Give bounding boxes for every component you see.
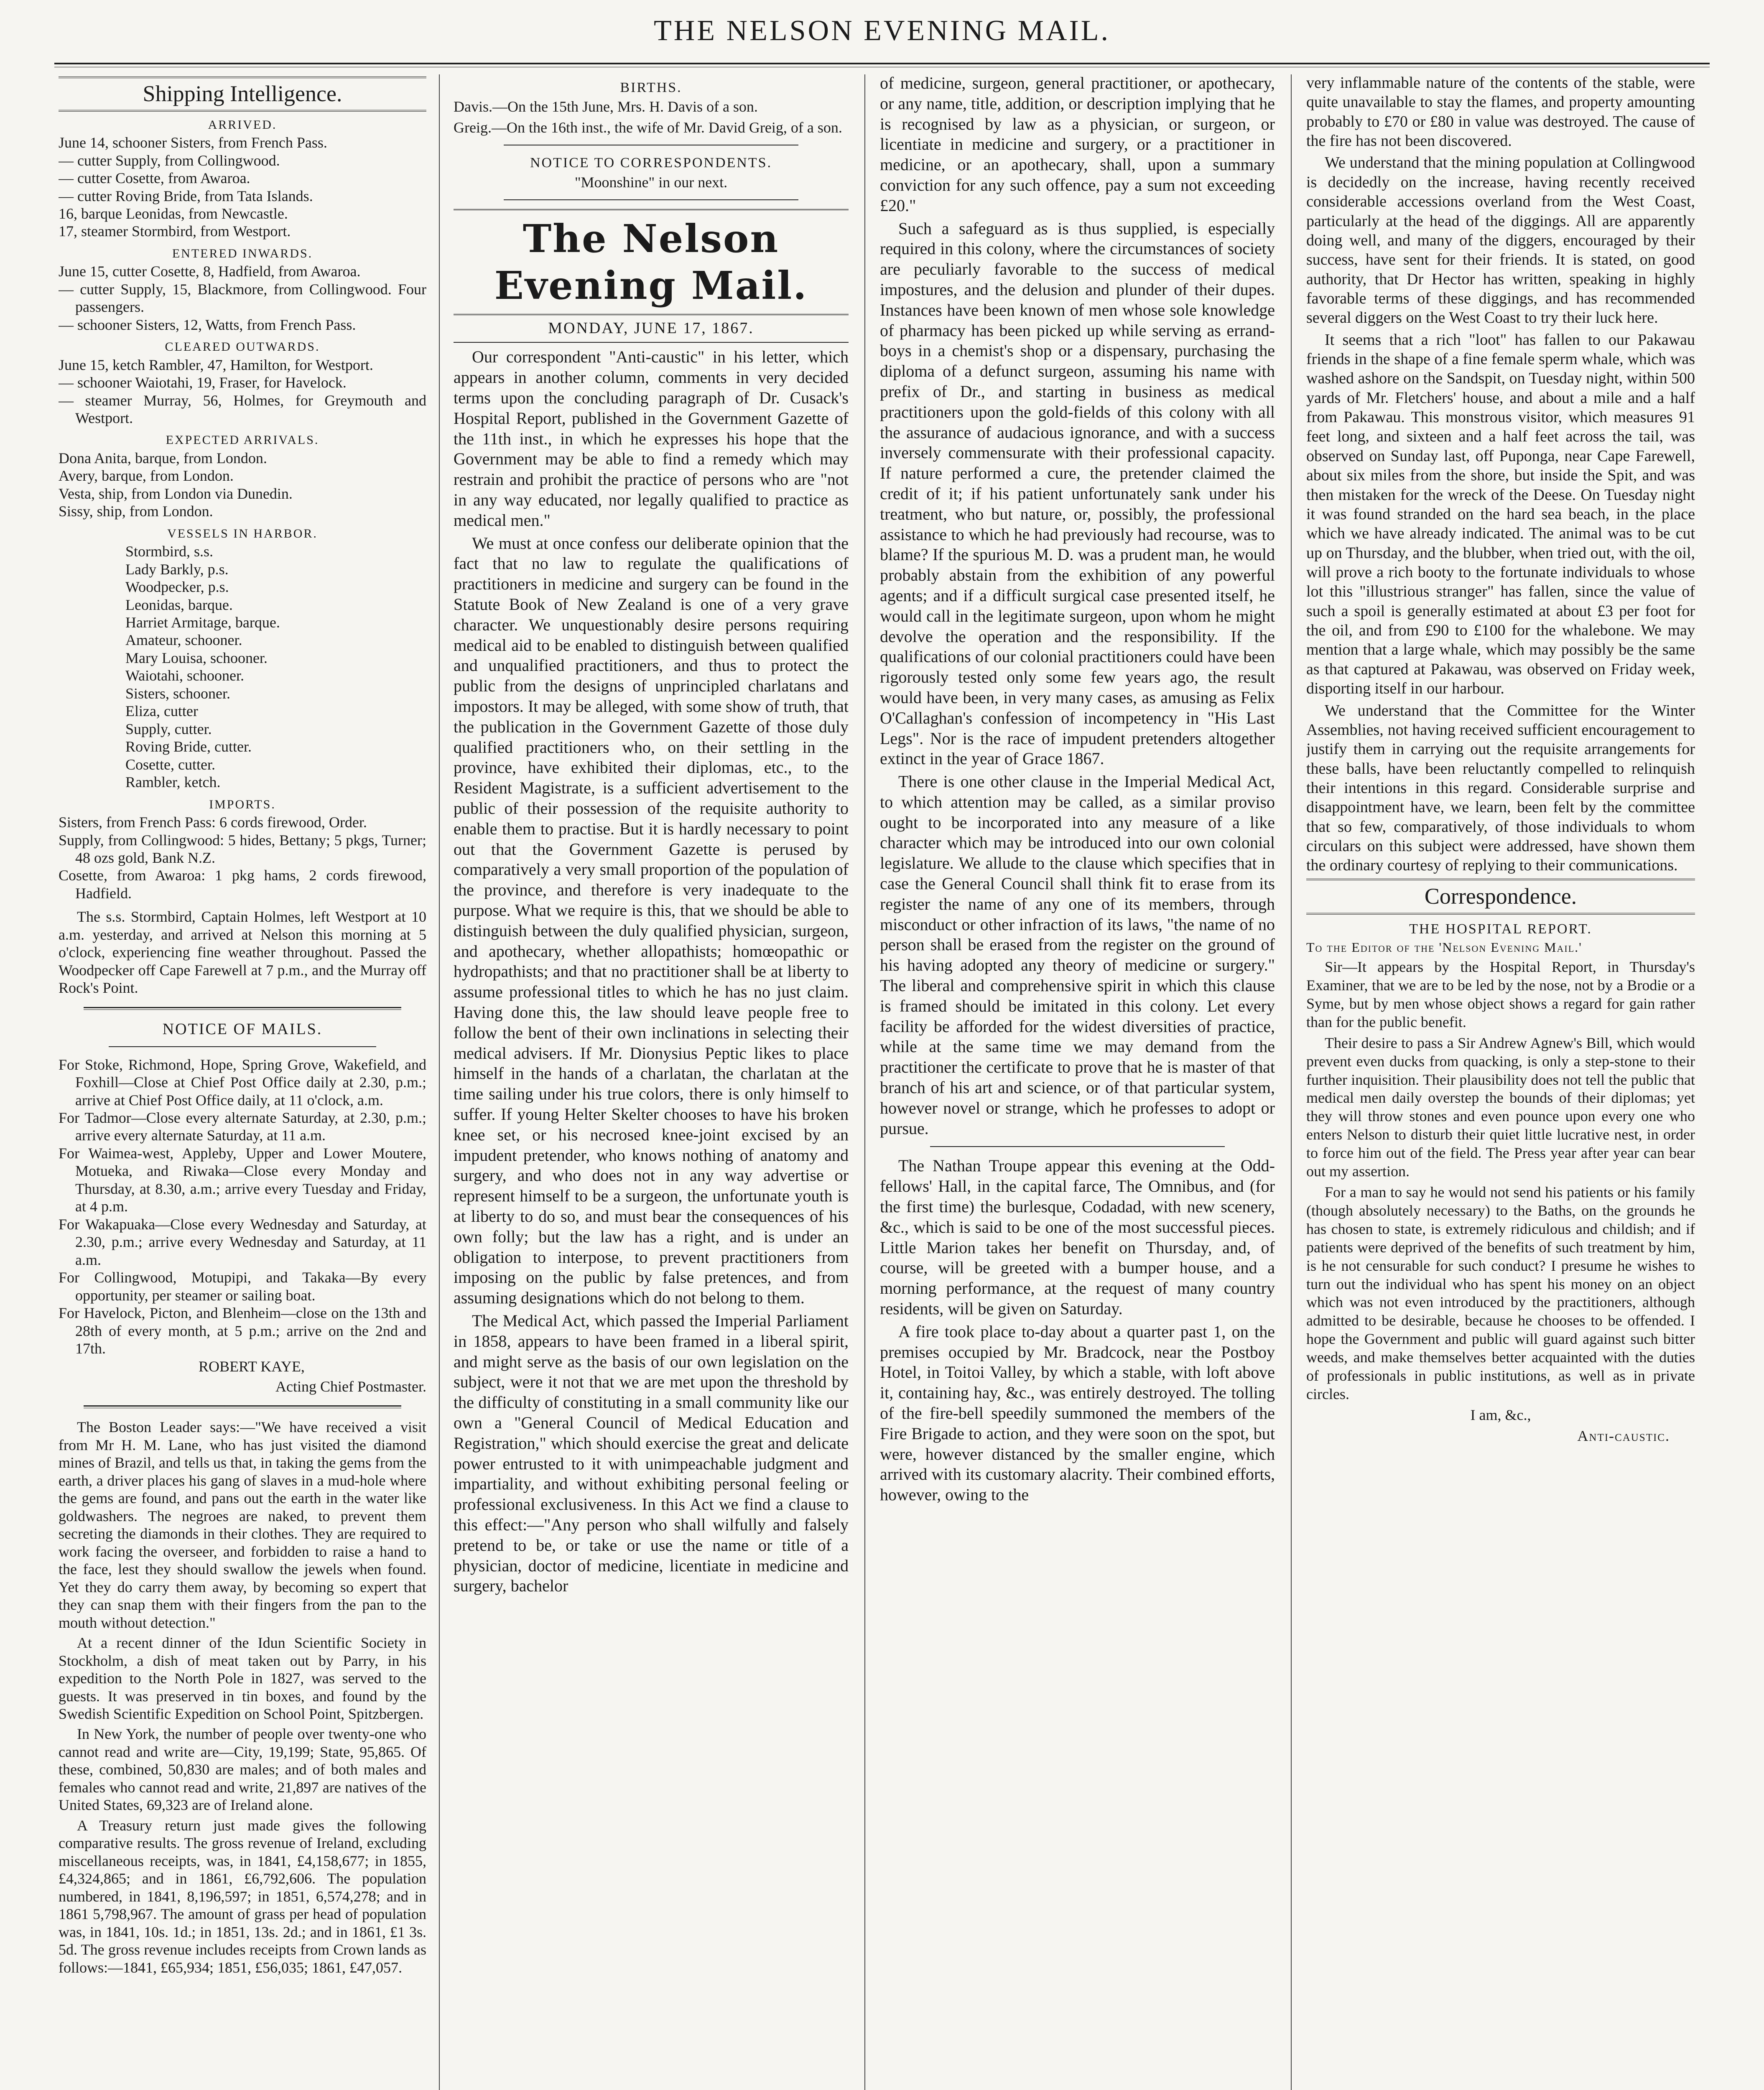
cleared-item: June 15, ketch Rambler, 47, Hamilton, for Westport. [59, 356, 373, 373]
mail-item: For Stoke, Richmond, Hope, Spring Grove, Wakefield, and Foxhill—Close at Chief Post Office daily at 2.30, p.m.; arrive at Chief Post Office daily, at 11 o'clock, a.m. [59, 1056, 426, 1109]
vessel-item: Rambler, ketch. [125, 774, 221, 791]
treasury-paragraph: A Treasury return just made gives the following comparative results. The gross revenue of Ireland, excluding miscellaneous receipts, was, in 1841, £4,158,677; in 1855, £4,324,865; and in 1861, £6,792,606. The population numbered, in 1841, 8,196,597; in 1851, 6,574,278; and in 1861 5,798,967. The amount of grass per head of population was, in 1841, 10s. 1d.; in 1851, 13s. 2d.; and in 1861, £1 3s. 5d. The gross revenue includes receipts from Crown lands as follows:—1841, £65,934; 1851, £56,035; 1861, £47,057. [59, 1817, 426, 1976]
stormbird-note: The s.s. Stormbird, Captain Holmes, left Westport at 10 a.m. yesterday, and arrived at Nelson this morning at 5 o'clock, experiencing fine weather throughout. Passed the Woodpecker off Cape Farewell at 7 p.m., and the Murray off Rock's Point. [59, 908, 426, 997]
birth-item: Greig.—On the 16th inst., the wife of Mr. David Greig, of a son. [454, 119, 842, 136]
column-2 [454, 73, 849, 2090]
entered-item: — schooner Sisters, 12, Watts, from French Pass. [59, 316, 356, 333]
section-divider [84, 1405, 401, 1408]
collingwood-paragraph: We understand that the mining population at Collingwood is decidedly on the increase, having recently received considerable accessions overland from the West Coast, particularly at the head of the diggings. All are apparently doing well, and many of the diggers, encouraged by their success, have sent for their friends. It is stated, on good authority, that Dr Hector has written, speaking in highly favorable terms of these diggings, and has recommended several diggers on the West Coast to try their luck here. [1306, 154, 1695, 327]
arrived-item: — cutter Cosette, from Awaroa. [59, 170, 250, 187]
editorial-paragraph: We must at once confess our deliberate opinion that the fact that no law to regulate the qualifications of practitioners in medicine and surgery can be found in the Statute Book of New Zealand is one of a very grave character. We unquestionably desire persons requiring medical aid to be enabled to distinguish between qualified and unqualified practitioners, and thus to protect the public from the designs of unprincipled charlatans and impostors. It may be alleged, with some show of truth, that the publication in the Government Gazette of those duly qualified practitioners who, on their settling in the province, have exhibited their diplomas, etc., to the Resident Magistrate, is a sufficient advertisement to the public of their possession of the requisite authority to enable them to practise. But it is hardly necessary to point out that the Government Gazette is perused by comparatively a very small proportion of the population of the province, and therefore is very inadequate to the purpose. What we require is this, that we should be able to distinguish between the duly qualified physician, surgeon, and apothecary, whether allopathists; homœopathic or hydropathists; and that no practitioner shall be at liberty to assume professional titles to which he has no just claim. Having done this, the law should leave people free to follow the bent of their own inclinations in selecting their medical advisers. If Mr. Dionysius Peptic likes to place himself in the hands of a charlatan, the charlatan at the time sailing under his true colors, there is only himself to suffer. If young Helter Skelter chooses to have his broken knee set, or his necrosed knee-joint excised by an impudent pretender, who knows nothing of anatomy and surgery, and who does not in any way advertise or represent himself to be a surgeon, the unfortunate youth is at liberty to do so, and must bear the consequences of his own folly; but the law has a right, and is under an obligation to interpose, to prevent practitioners from imposing on the public by false pretences, and from assuming designations which do not belong to them. [454, 533, 849, 1308]
harbor-heading: VESSELS IN HARBOR. [167, 526, 318, 540]
masthead-rule [54, 63, 1710, 64]
expected-item: Dona Anita, barque, from London. [59, 449, 267, 466]
column-rule [439, 74, 440, 2090]
import-item: Cosette, from Awaroa: 1 pkg hams, 2 cords firewood, Hadfield. [59, 867, 426, 902]
entered-heading: ENTERED INWARDS. [172, 246, 313, 260]
assemblies-paragraph: We understand that the Committee for the Winter Assemblies, not having received sufficient encouragement to justify them in carrying out the requisite arrangements for these balls, have been reluctantly compelled to relinquish their intentions in this regard. Considerable surprise and disappointment have, we learn, been felt by the committee that so few, comparatively, of those individuals to whom circulars on this subject were addressed, have shown them the ordinary courtesy of replying to their communications. [1306, 701, 1695, 874]
vessel-item: Stormbird, s.s. [125, 543, 214, 560]
vessel-item: Supply, cutter. [125, 720, 212, 737]
column-3 [880, 73, 1275, 2090]
editorial-paragraph: Our correspondent "Anti-caustic" in his letter, which appears in another column, comments in very decided terms upon the concluding paragraph of Dr. Cusack's Hospital Report, published in the Government Gazette of the 11th inst., in which he expresses his hope that the Government may be able to find a remedy which may restrain and prohibit the practice of persons who are "not in any way educated, nor legally qualified to practice as medical men." [454, 347, 849, 530]
section-divider [504, 145, 798, 147]
mail-item: For Havelock, Picton, and Blenheim—close on the 13th and 28th of every month, at 5 p.m.; arrive on the 2nd and 17th. [59, 1305, 426, 1357]
section-divider [109, 1046, 376, 1048]
editorial-paragraph: Such a safeguard as is thus supplied, is especially required in this colony, where the circumstances of society are peculiarly favorable to the success of medical impostures, and the delusion and plunder of their dupes. Instances have been known of men whose sole knowledge of pharmacy has been picked up while serving as errand-boys in a chemist's shop or a dispensary, purchasing the diploma of a defunct surgeon, assuming his name with prefix of Dr., and starting in business as medical practitioners upon the gold-fields of this colony with all the assurance of audacious ignorance, and with a success inversely commensurate with their professional capacity. If nature performed a cure, the pretender claimed the credit of it; if his patient unfortunately sank under his treatment, who but nature, or, possibly, the professional assistance to which he had previously had recourse, was to blame? If the spurious M. D. was a prudent man, he would probably abstain from the exhibition of any powerful agents; and if a difficult surgical case presented itself, he would call in the legitimate surgeon, upon whom he might devolve the operation and the responsibility. If the qualifications of our colonial practitioners could have been rigorously tested only some few years ago, the result would have been, in very many cases, as amusing as Felix O'Callaghan's confession of incompetency in "His Last Legs". Nor is the race of impudent pretenders altogether extinct in the year of Grace 1867. [880, 219, 1275, 768]
arrived-item: 17, steamer Stormbird, from Westport. [59, 223, 291, 240]
import-item: Supply, from Collingwood: 5 hides, Bettany; 5 pkgs, Turner; 48 ozs gold, Bank N.Z. [59, 831, 426, 866]
birth-item: Davis.—On the 15th June, Mrs. H. Davis of a son. [454, 98, 758, 115]
hospital-heading: THE HOSPITAL REPORT. [1409, 921, 1592, 937]
vessel-item: Cosette, cutter. [125, 756, 215, 773]
vessel-item: Lady Barkly, p.s. [125, 561, 229, 578]
section-divider [84, 1007, 401, 1010]
births-heading: BIRTHS. [620, 80, 682, 95]
cleared-heading: CLEARED OUTWARDS. [165, 340, 320, 354]
arrived-item: — cutter Supply, from Collingwood. [59, 152, 280, 169]
section-divider [504, 199, 798, 201]
column-4 [1306, 73, 1695, 2090]
arrived-item: 16, barque Leonidas, from Newcastle. [59, 205, 288, 222]
vessel-item: Roving Bride, cutter. [125, 738, 252, 755]
vessel-item: Eliza, cutter [125, 703, 198, 720]
vessels-list [59, 543, 426, 791]
dateline: MONDAY, JUNE 17, 1867. [454, 319, 849, 343]
correspondence-heading: Correspondence. [1306, 879, 1695, 915]
postmaster-name: ROBERT KAYE, [199, 1358, 305, 1375]
vessel-item: Mary Louisa, schooner. [125, 649, 268, 666]
mail-item: For Wakapuaka—Close every Wednesday and Saturday, at 2.30, p.m.; arrive every Wednesday and Saturday, at 11 a.m. [59, 1216, 426, 1268]
mail-item: For Waimea-west, Appleby, Upper and Lower Moutere, Motueka, and Riwaka—Close every Monday and Thursday, at 8.30, a.m.; arrive every Tuesday and Friday, at 4 p.m. [59, 1144, 426, 1215]
letter-closing: I am, &c., [1470, 1406, 1531, 1423]
mails-heading: NOTICE OF MAILS. [162, 1020, 323, 1038]
import-item: Sisters, from French Pass: 6 cords firewood, Order. [59, 814, 367, 831]
cleared-item: — schooner Waiotahi, 19, Fraser, for Havelock. [59, 374, 347, 391]
arrived-item: June 14, schooner Sisters, from French Pass. [59, 134, 327, 151]
vessel-item: Waiotahi, schooner. [125, 667, 245, 684]
troupe-paragraph: The Nathan Troupe appear this evening at the Odd-fellows' Hall, in the capital farce, The Omnibus, and (for the first time) the burlesque, Codadad, with new scenery, &c., which is said to be one of the most successful pieces. Little Marion takes her benefit on Thursday, and, of course, will be greeted with a bumper house, and a morning performance, at the request of many country residents, will be given on Saturday. [880, 1156, 1275, 1318]
fire-paragraph: A fire took place to-day about a quarter past 1, on the premises occupied by Mr. Bradcock, near the Postboy Hotel, in Toitoi Valley, by which a stable, with loft above it, containing hay, &c., was entirely destroyed. The tolling of the fire-bell speedily summoned the members of the Fire Brigade to action, and they were soon on the spot, but were, however distanced by the smaller engine, which arrived with its customary alacrity. Their combined efforts, however, owing to the [880, 1322, 1275, 1504]
editorial-paragraph: of medicine, surgeon, general practitioner, or apothecary, or any name, title, addition, or description implying that he is recognised by law as a physician, or surgeon, or licentiate in medicine and surgery, or a practitioner in medicine, or an apothecary, shall, upon a summary conviction for any such offence, pay a sum not exceeding £20." [880, 74, 1275, 215]
newyork-paragraph: In New York, the number of people over twenty-one who cannot read and write are—City, 19,199; State, 95,865. Of these, combined, 50,830 are males; and of both males and females who cannot read and write, 21,897 are natives of the United States, 69,323 are of Ireland alone. [59, 1726, 426, 1814]
whale-paragraph: It seems that a rich "loot" has fallen to our Pakawau friends in the shape of a fine female sperm whale, which was washed ashore on the Sandspit, on Tuesday night, within 500 yards of Mr. Fletchers' house, and about a mile and a half from Pakawau. This monstrous visitor, which measures 91 feet long, and sixteen and a half feet across the tail, was observed on Sunday last, off Puponga, near Cape Farewell, about six miles from the shore, but inside the Spit, and was then mistaken for the wreck of the Deese. On Tuesday night it was found stranded on the hard sea beach, in the place which we have already indicated. The animal was to be cut up on Thursday, and the blubber, when tried out, with the oil, will prove a rich booty to the fortunate individuals to whose lot this "illustrious stranger" has fallen, since the value of such a spoil is generally estimated at about £3 per foot for the oil, and from £90 to £100 for the whalebone. We may mention that a large whale, which may possibly be the same as that captured at Pakawau, was observed on Friday week, disporting itself in our harbour. [1306, 331, 1695, 698]
letter-signature: Anti-caustic. [1577, 1427, 1670, 1444]
column-1 [59, 73, 426, 2090]
expected-heading: EXPECTED ARRIVALS. [166, 433, 319, 447]
column-rule [1291, 74, 1292, 2090]
vessel-item: Harriet Armitage, barque. [125, 614, 280, 631]
idun-paragraph: At a recent dinner of the Idun Scientific Society in Stockholm, a dish of meat taken out by Parry, in his expedition to the North Pole in 1827, was served to the guests. It was preserved in tin boxes, and found by the Swedish Scientific Expedition on School Point, Spitzbergen. [59, 1634, 426, 1722]
entered-item: June 15, cutter Cosette, 8, Hadfield, from Awaroa. [59, 263, 361, 280]
paper-title: The Nelson Evening Mail. [454, 209, 849, 315]
column-rule [864, 74, 865, 2090]
notice-text: "Moonshine" in our next. [574, 173, 728, 191]
vessel-item: Woodpecker, p.s. [125, 579, 229, 596]
expected-item: Vesta, ship, from London via Dunedin. [59, 485, 293, 502]
shipping-heading: Shipping Intelligence. [59, 76, 426, 112]
mail-item: For Tadmor—Close every alternate Saturday, at 2.30, p.m.; arrive every alternate Saturday, at 11 a.m. [59, 1109, 426, 1144]
postmaster-title: Acting Chief Postmaster. [275, 1378, 426, 1395]
section-divider [930, 1146, 1225, 1148]
editorial-paragraph: The Medical Act, which passed the Imperial Parliament in 1858, appears to have been framed in a liberal spirit, and might serve as the basis of our own legislation on the subject, were it not that we are met upon the threshold by the difficulty of constituting in a small community like our own a "General Council of Medical Education and Registration," which should exercise the great and delicate power entrusted to it with unimpeachable judgment and impartiality, and without exhibiting personal feeling or professional exclusiveness. In this Act we find a clause to this effect:—"Any person who shall wilfully and falsely pretend to be, or take or use the name or title of a physician, doctor of medicine, licentiate in medicine and surgery, bachelor [454, 1311, 849, 1596]
notice-heading: NOTICE TO CORRESPONDENTS. [530, 155, 772, 171]
to-editor: To the Editor of the 'Nelson Evening Mail.' [1306, 940, 1582, 955]
fire-paragraph-cont: very inflammable nature of the contents of the stable, were quite unavailable to stay the flames, and property amounting probably to £70 or £80 in value was destroyed. The cause of the fire has not been discovered. [1306, 74, 1695, 150]
letter-paragraph: Sir—It appears by the Hospital Report, in Thursday's Examiner, that we are to be led by the nose, not by a Brodie or a Syme, but by men whose object shows a regard for gain rather than for the public benefit. [1306, 958, 1695, 1030]
letter-paragraph: For a man to say he would not send his patients or his family (though absolutely necessary) to the Baths, on the grounds he has chosen to state, is extremely ridiculous and childish; and if patients were deprived of the benefits of such treatment by him, is he not censurable for such conduct? I presume he wishes to turn out the individual who has spent his money on an object which was not even introduced by the practitioners, although admitted to be desirable, because he chooses to be offended. I hope the Government and public will guard against such bitter weeds, and make themselves better acquainted with the duties of professionals in public institutions, as well as in private circles. [1306, 1183, 1695, 1402]
letter-paragraph: Their desire to pass a Sir Andrew Agnew's Bill, which would prevent even ducks from quacking, is only a step-stone to their further inquisition. Their plausibility does not tell the public that medical men daily overstep the bounds of their diplomas; yet they will throw stones and even pounce upon every one who enters Nelson to disturb their quiet little lucrative nest, in order to force him out of the field. The Press year after year can bear out my assertion. [1306, 1034, 1695, 1180]
vessel-item: Amateur, schooner. [125, 632, 242, 649]
vessel-item: Sisters, schooner. [125, 685, 230, 702]
expected-item: Avery, barque, from London. [59, 467, 234, 484]
cleared-item: — steamer Murray, 56, Holmes, for Greymouth and Westport. [59, 392, 426, 426]
arrived-heading: ARRIVED. [208, 117, 277, 132]
arrived-item: — cutter Roving Bride, from Tata Islands. [59, 187, 313, 204]
boston-paragraph: The Boston Leader says:—"We have received a visit from Mr H. M. Lane, who has just visited the diamond mines of Brazil, and tells us that, in taking the gems from the earth, a driver places his gang of slaves in a mud-hole where the gems are found, and pans out the earth in the water like goldwashers. The negroes are naked, to prevent them secreting the diamonds in their clothes. They are required to work facing the overseer, and forbidden to raise a hand to the face, lest they should swallow the jewels when found. Yet they do carry them away, by becoming so expert that they can snap them with their fingers from the pan to the mouth without detection." [59, 1419, 426, 1631]
expected-item: Sissy, ship, from London. [59, 503, 213, 520]
entered-item: — cutter Supply, 15, Blackmore, from Collingwood. Four passengers. [59, 280, 426, 316]
masthead: THE NELSON EVENING MAIL. [653, 15, 1111, 47]
editorial-paragraph: There is one other clause in the Imperial Medical Act, to which attention may be called, as a similar proviso ought to be incorporated into any measure of a like character which may be introduced into our own colonial legislature. We allude to the clause which specifies that in case the General Council shall think fit to erase from its register the name of any one of its members, through misconduct or other infraction of its laws, "the name of no person shall be erased from the register on the ground of his having adopted any theory of medicine or surgery." The liberal and comprehensive spirit in which this clause is framed should be imitated in this colony. Let every facility be afforded for the widest diversities of practice, while at the same time we may demand from the practitioner the certificate to prove that he is master of that branch of his art and science, or of that particular system, however novel or strange, which he professes to adopt or pursue. [880, 772, 1275, 1138]
vessel-item: Leonidas, barque. [125, 596, 233, 613]
imports-heading: IMPORTS. [209, 797, 276, 811]
mail-item: For Collingwood, Motupipi, and Takaka—By every opportunity, per steamer or sailing boat. [59, 1269, 426, 1304]
